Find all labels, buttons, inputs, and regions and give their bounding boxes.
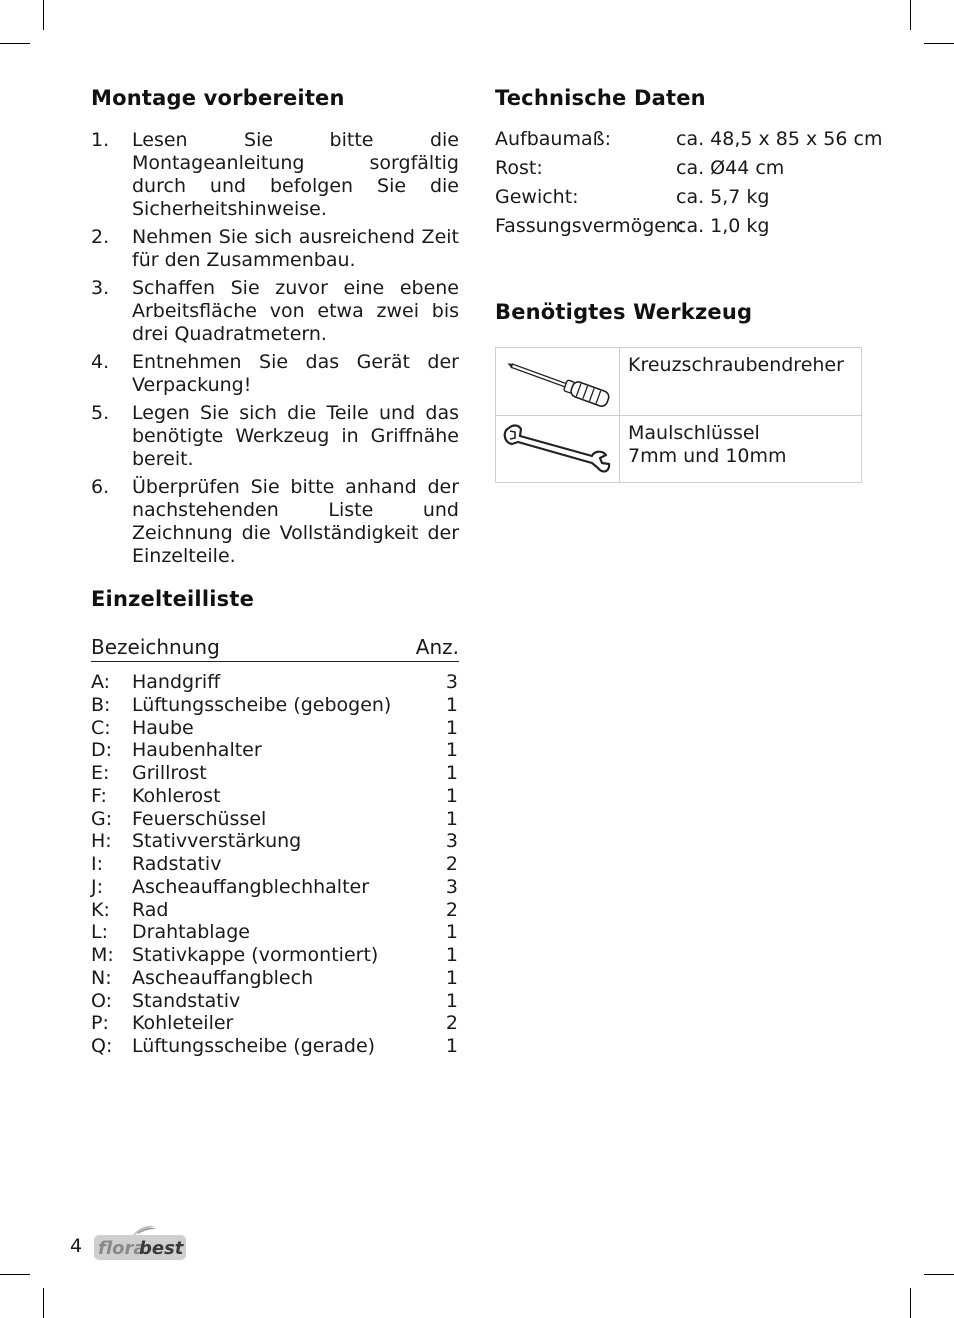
tech-label: Aufbaumaß: — [495, 128, 611, 150]
crop-mark — [0, 1274, 30, 1275]
table-row — [91, 808, 459, 831]
part-letter: Q: — [91, 1035, 113, 1057]
part-letter: M: — [91, 944, 114, 966]
screwdriver-icon — [496, 348, 620, 415]
part-name: Lüftungsscheibe (gerade) — [132, 1035, 376, 1057]
part-qty: 3 — [445, 671, 458, 693]
part-qty: 1 — [445, 944, 458, 966]
florabest-logo — [93, 1224, 189, 1266]
tools-table — [495, 347, 862, 483]
step-number: 1. — [91, 129, 110, 151]
part-name: Grillrost — [132, 762, 207, 784]
list-item — [91, 226, 459, 272]
montage-steps-list — [91, 129, 459, 573]
list-item — [91, 476, 459, 568]
list-item — [91, 402, 459, 471]
table-row — [91, 739, 459, 762]
part-qty: 2 — [445, 898, 458, 921]
part-qty: 2 — [445, 853, 458, 875]
part-name: Feuerschüssel — [132, 807, 267, 830]
tech-value: ca. 48,5 x 85 x 56 cm — [676, 128, 883, 150]
part-name: Rad — [132, 898, 169, 921]
crop-mark — [43, 0, 44, 30]
tech-value: ca. Ø44 cm — [676, 157, 785, 179]
table-row — [496, 348, 861, 416]
montage-heading: Montage vorbereiten — [91, 86, 345, 110]
part-name: Kohleteiler — [132, 1012, 234, 1035]
part-letter: F: — [91, 784, 107, 807]
part-name: Standstativ — [132, 989, 241, 1012]
part-letter: N: — [91, 966, 112, 989]
part-qty: 1 — [445, 921, 458, 944]
part-letter: D: — [91, 739, 113, 762]
part-letter: I: — [91, 853, 104, 875]
tool-label-line2: 7mm und 10mm — [628, 445, 787, 467]
table-row — [495, 215, 875, 244]
table-row — [91, 671, 459, 694]
column-header-name: Bezeichnung — [91, 635, 220, 659]
table-row — [91, 1012, 459, 1035]
table-row — [91, 853, 459, 876]
table-row — [91, 967, 459, 990]
table-row — [91, 899, 459, 922]
table-row — [496, 416, 861, 483]
step-number: 5. — [91, 402, 110, 424]
crop-mark — [910, 0, 911, 30]
table-row — [91, 921, 459, 944]
parts-list — [91, 671, 459, 1058]
part-letter: P: — [91, 1012, 109, 1035]
step-number: 4. — [91, 351, 110, 373]
tool-label: Kreuzschraubendreher — [628, 354, 844, 376]
table-row — [91, 694, 459, 717]
page-number: 4 — [70, 1235, 83, 1257]
part-qty: 1 — [445, 1035, 458, 1057]
part-name: Handgriff — [132, 671, 221, 693]
step-number: 6. — [91, 476, 110, 498]
tool-label — [628, 422, 787, 468]
part-letter: O: — [91, 989, 113, 1012]
part-letter: B: — [91, 693, 111, 716]
part-letter: A: — [91, 671, 111, 693]
part-name: Stativverstärkung — [132, 830, 302, 853]
part-name: Ascheauffangblech — [132, 966, 314, 989]
part-letter: E: — [91, 762, 110, 784]
tech-heading: Technische Daten — [495, 86, 706, 110]
part-name: Radstativ — [132, 853, 222, 875]
step-text: Entnehmen Sie das Gerät der Verpackung! — [132, 351, 459, 396]
table-row — [495, 128, 883, 157]
table-row — [91, 830, 459, 853]
part-qty: 1 — [445, 989, 458, 1012]
tech-label: Rost: — [495, 157, 543, 179]
part-qty: 2 — [445, 1012, 458, 1035]
part-letter: G: — [91, 807, 113, 830]
part-letter: K: — [91, 898, 110, 921]
crop-mark — [910, 1288, 911, 1318]
table-row — [91, 762, 459, 785]
part-qty: 1 — [445, 762, 458, 784]
part-qty: 1 — [445, 966, 458, 989]
table-row — [495, 186, 875, 215]
table-row — [91, 785, 459, 808]
tech-label: Fassungsvermögen: — [495, 215, 685, 237]
tools-heading: Benötigtes Werkzeug — [495, 300, 753, 324]
step-text: Legen Sie sich die Teile und das benötigte Werkzeug in Griffnähe bereit. — [132, 402, 459, 470]
part-name: Kohlerost — [132, 784, 221, 807]
part-name: Drahtablage — [132, 921, 250, 944]
part-letter: J: — [91, 875, 104, 898]
part-name: Ascheauffangblechhalter — [132, 875, 370, 898]
wrench-icon — [496, 416, 620, 483]
table-row — [91, 876, 459, 899]
part-qty: 1 — [445, 693, 458, 716]
column-header-qty: Anz. — [415, 635, 459, 659]
part-letter: C: — [91, 716, 111, 739]
tool-label-line1: Maulschlüssel — [628, 422, 760, 444]
part-name: Haube — [132, 716, 194, 739]
parts-heading: Einzelteilliste — [91, 587, 255, 611]
part-name: Haubenhalter — [132, 739, 262, 762]
list-item — [91, 277, 459, 346]
part-qty: 3 — [445, 875, 458, 898]
list-item — [91, 351, 459, 397]
table-row — [91, 990, 459, 1013]
crop-mark — [924, 1274, 954, 1275]
part-qty: 1 — [445, 739, 458, 762]
table-row — [91, 717, 459, 740]
table-row — [91, 944, 459, 967]
crop-mark — [924, 43, 954, 44]
tech-value: ca. 1,0 kg — [676, 215, 770, 237]
crop-mark — [43, 1288, 44, 1318]
part-qty: 1 — [445, 807, 458, 830]
step-number: 2. — [91, 226, 110, 248]
tech-value: ca. 5,7 kg — [676, 186, 770, 208]
step-text: Schaffen Sie zuvor eine ebene Arbeitsfläche von etwa zwei bis drei Quadratmetern. — [132, 277, 459, 345]
table-row — [495, 157, 875, 186]
part-qty: 3 — [445, 830, 458, 853]
part-letter: L: — [91, 921, 108, 944]
crop-mark — [0, 43, 30, 44]
step-text: Lesen Sie bitte die Montageanleitung sorgfältig durch und befolgen Sie die Sicherheitshinweise. — [132, 129, 459, 220]
step-text: Nehmen Sie sich ausreichend Zeit für den Zusammenbau. — [132, 226, 459, 271]
part-name: Stativkappe (vormontiert) — [132, 944, 379, 966]
part-name: Lüftungsscheibe (gebogen) — [132, 693, 392, 716]
table-row — [91, 1035, 459, 1058]
list-item — [91, 129, 459, 221]
step-number: 3. — [91, 277, 110, 299]
brand-part2: best — [139, 1238, 184, 1259]
tech-label: Gewicht: — [495, 186, 579, 208]
parts-table-header — [91, 635, 459, 662]
step-text: Überprüfen Sie bitte anhand der nachstehenden Liste und Zeichnung die Vollständigkeit der Einzelteile. — [132, 476, 459, 567]
part-qty: 1 — [445, 716, 458, 739]
part-qty: 1 — [445, 784, 458, 807]
brand-part1: flora — [98, 1238, 146, 1259]
part-letter: H: — [91, 830, 112, 853]
tech-data-table — [495, 128, 883, 244]
